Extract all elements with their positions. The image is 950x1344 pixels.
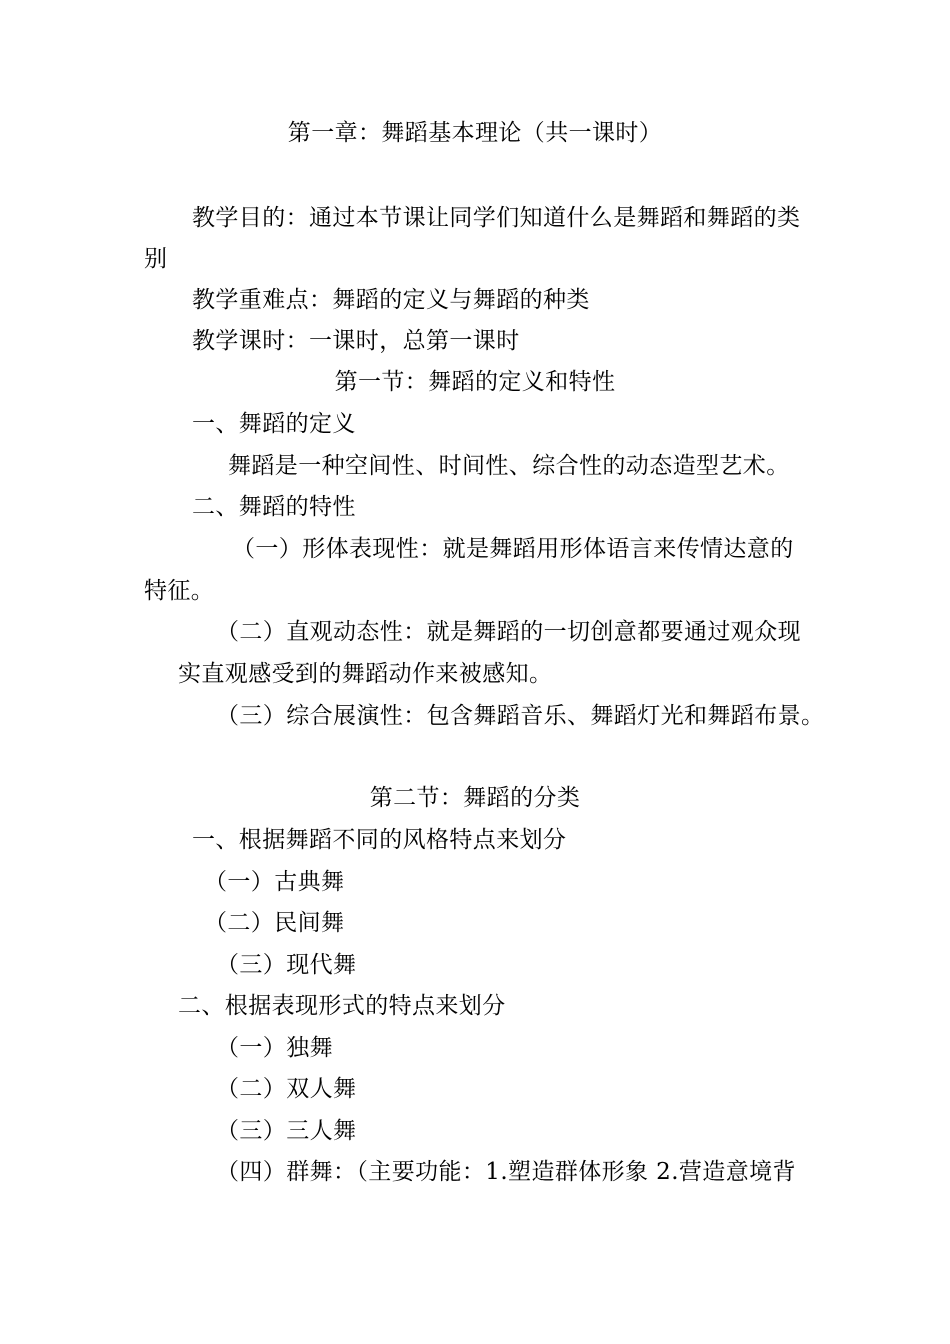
style-item: （一）古典舞 bbox=[204, 869, 345, 895]
chapter-title: 第一章：舞蹈基本理论（共一课时） bbox=[287, 120, 663, 146]
teaching-key-points: 教学重难点：舞蹈的定义与舞蹈的种类 bbox=[192, 287, 590, 313]
definition-text: 舞蹈是一种空间性、时间性、综合性的动态造型艺术。 bbox=[228, 453, 790, 479]
section1-heading-definition: 一、舞蹈的定义 bbox=[192, 411, 356, 437]
section1-title: 第一节：舞蹈的定义和特性 bbox=[334, 369, 616, 395]
form-item: （一）独舞 bbox=[216, 1035, 333, 1061]
teaching-objective-line2: 别 bbox=[144, 246, 168, 272]
section2-heading-form: 二、根据表现形式的特点来划分 bbox=[178, 993, 506, 1019]
section1-heading-traits: 二、舞蹈的特性 bbox=[192, 494, 356, 520]
style-item: （三）现代舞 bbox=[216, 952, 357, 978]
trait1-line1: （一）形体表现性：就是舞蹈用形体语言来传情达意的 bbox=[232, 536, 794, 562]
trait2-line1: （二）直观动态性：就是舞蹈的一切创意都要通过观众现 bbox=[216, 619, 801, 645]
trait2-line2: 实直观感受到的舞蹈动作来被感知。 bbox=[178, 661, 553, 687]
trait1-line2: 特征。 bbox=[144, 578, 215, 604]
section2-heading-style: 一、根据舞蹈不同的风格特点来划分 bbox=[192, 827, 567, 853]
trait3-text: （三）综合展演性：包含舞蹈音乐、舞蹈灯光和舞蹈布景。 bbox=[216, 703, 825, 729]
section2-title: 第二节：舞蹈的分类 bbox=[369, 785, 581, 811]
teaching-objective-line1: 教学目的：通过本节课让同学们知道什么是舞蹈和舞蹈的类 bbox=[192, 205, 801, 231]
form-item: （二）双人舞 bbox=[216, 1076, 357, 1102]
style-item: （二）民间舞 bbox=[204, 910, 345, 936]
form-item: （四）群舞：（主要功能：1.塑造群体形象 2.营造意境背 bbox=[216, 1159, 796, 1185]
form-item: （三）三人舞 bbox=[216, 1118, 357, 1144]
teaching-class-hours: 教学课时：一课时，总第一课时 bbox=[192, 328, 520, 354]
